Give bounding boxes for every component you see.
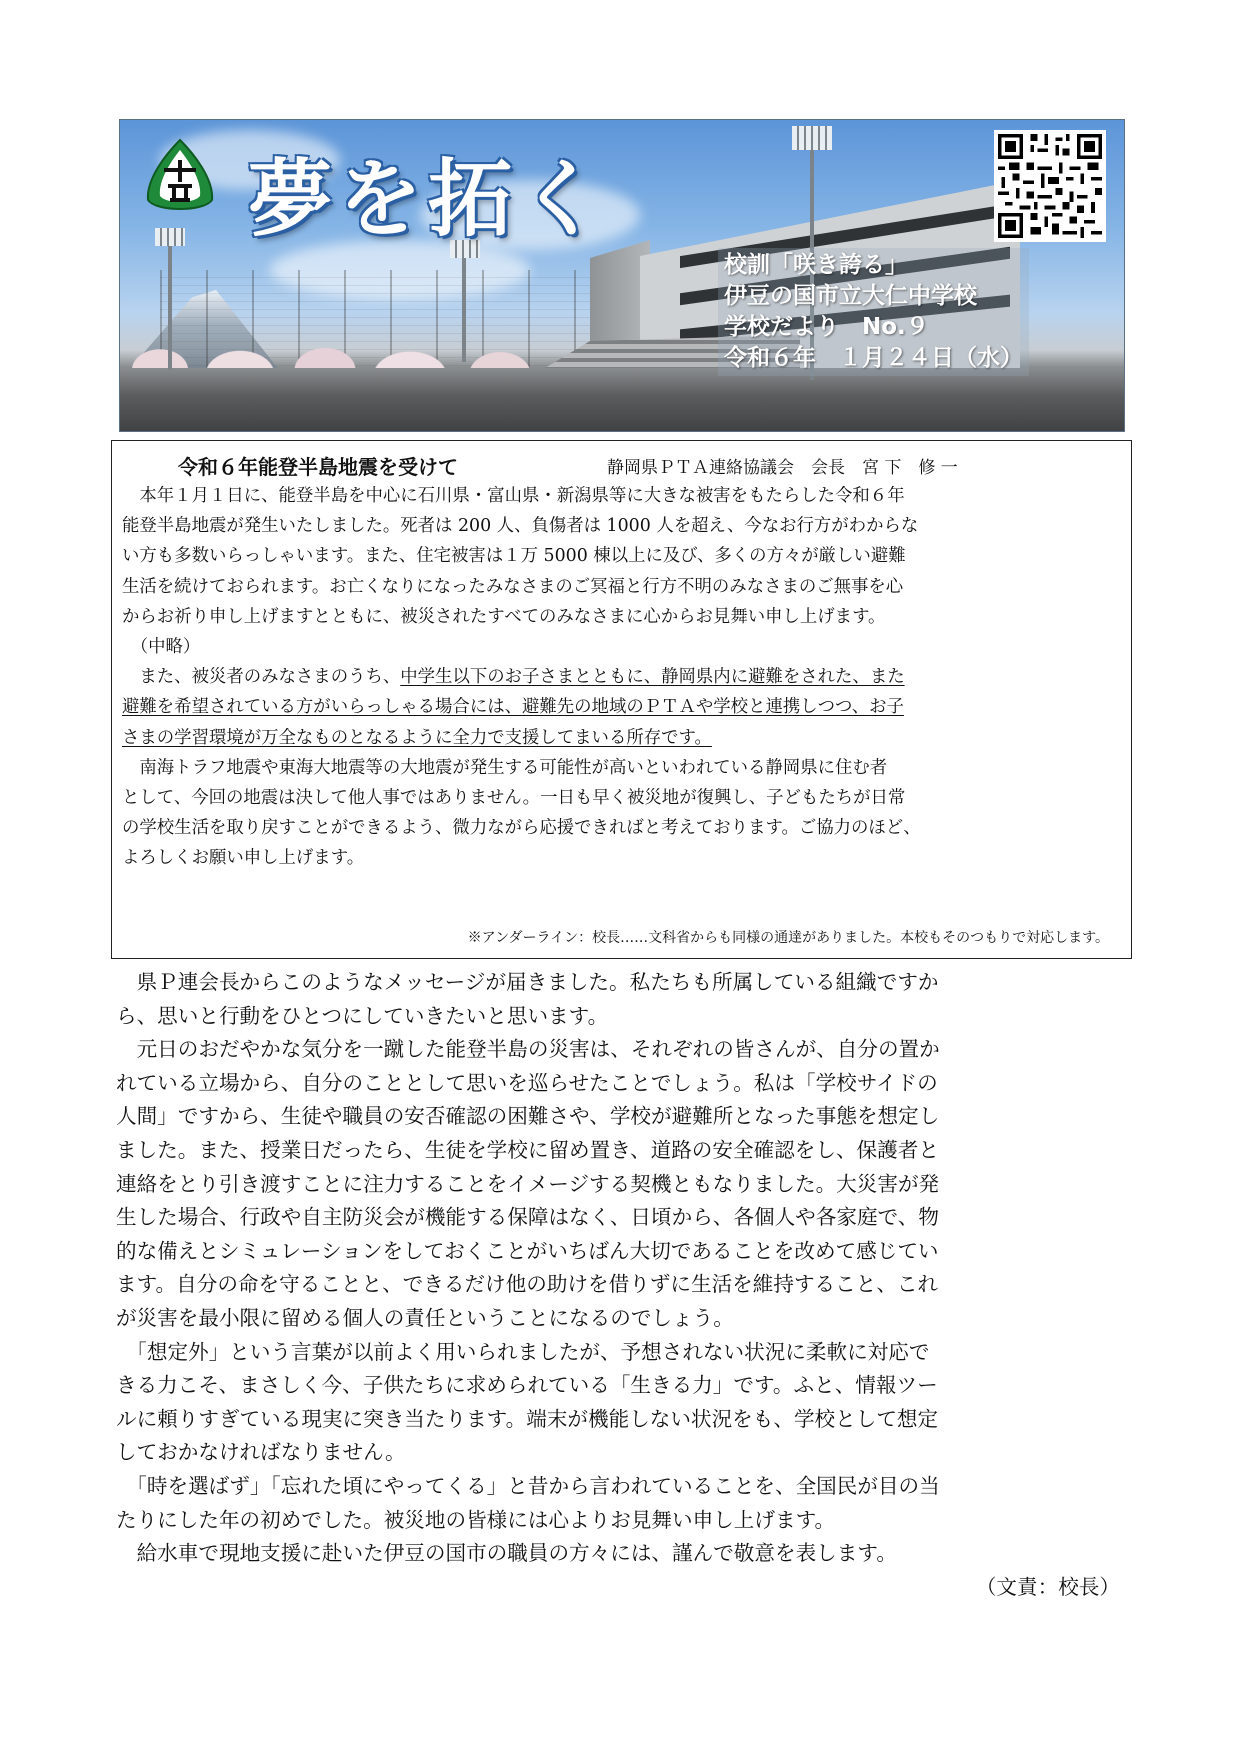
article-line: れている立場から、自分のこととして思いを巡らせたことでしょう。私は「学校サイドの [116, 1070, 938, 1095]
article-line: が災害を最小限に留める個人の責任ということになるのでしょう。 [116, 1305, 734, 1330]
message-text: また、被災者のみなさまのうち、 [122, 667, 401, 688]
school-emblem-icon [144, 138, 216, 214]
article-line: きる力こそ、まさしく今、子供たちに求められている「生きる力」です。ふと、情報ツー [116, 1373, 938, 1398]
message-line [122, 813, 1122, 843]
pta-message-box [111, 440, 1132, 959]
message-text: 生活を続けておられます。お亡くなりになったみなさまのご冥福と行方不明のみなさまのご無事を心 [122, 576, 904, 597]
newsletter-title: 夢を拓く [248, 150, 609, 248]
article-line: 県Ｐ連会長からこのようなメッセージが届きました。私たちも所属している組織ですか [116, 970, 939, 994]
message-line [122, 843, 1122, 873]
message-line [122, 662, 1122, 692]
article-line: 「想定外」という言葉が以前よく用いられましたが、予想されない状況に柔軟に対応で [116, 1339, 930, 1364]
article-line: ら、思いと行動をひとつにしていきたいと思います。 [116, 1003, 609, 1028]
article-line: 的な備えとシミュレーションをしておくことがいちばん大切であることを改めて感じてい [116, 1238, 939, 1263]
message-text: 本年１月１日に、能登半島を中心に石川県・富山県・新潟県等に大きな被害をもたらした令和６年 [122, 486, 905, 506]
message-line [122, 692, 1122, 722]
message-line [122, 481, 1122, 511]
school-info-block [718, 248, 1029, 376]
message-line [122, 511, 1122, 541]
floodlight [155, 228, 185, 246]
message-text: 南海トラフ地震や東海大地震等の大地震が発生する可能性が高いといわれている静岡県に住む者 [122, 757, 888, 778]
school-name: 伊豆の国市立大仁中学校 [724, 283, 977, 309]
article-line: 人間」ですから、生徒や職員の安否確認の困難さや、学校が避難所となった事態を想定し [116, 1104, 940, 1129]
message-line [122, 541, 1122, 571]
school-motto: 校訓「咲き誇る」 [724, 252, 908, 278]
schoolyard-ground [120, 368, 1124, 432]
issue-date: 令和６年 １月２４日（水） [724, 345, 1023, 371]
message-text: の学校生活を取り戻すことができるよう、微力ながら応援できればと考えております。ご協力のほど、 [122, 818, 921, 839]
message-text: い方も多数いらっしゃいます。また、住宅被害は１万 5000 棟以上に及び、多くの方々が厳しい避難 [122, 546, 906, 567]
article-line: しておかなければなりません。 [116, 1440, 406, 1465]
message-text: として、今回の地震は決して他人事ではありません。一日も早く被災地が復興し、子どもたちが日常 [122, 788, 906, 809]
message-line [122, 783, 1122, 813]
article-line: 給水車で現地支援に赴いた伊豆の国市の職員の方々には、謹んで敬意を表します。 [116, 1541, 897, 1566]
message-line [122, 753, 1122, 783]
message-title: 令和６年能登半島地震を受けて [178, 455, 458, 479]
article-line: 元日のおだやかな気分を一蹴した能登半島の災害は、それぞれの皆さんが、自分の置か [116, 1037, 940, 1062]
message-note: ※アンダーライン：校長……文科省からも同様の通達がありました。本校もそのつもりで対応します。 [467, 930, 1109, 946]
message-author: 静岡県ＰＴＡ連絡協議会 会長 宮 下 修 一 [607, 458, 958, 478]
message-text: 能登半島地震が発生いたしました。死者は 200 人、負傷者は 1000 人を超え、今なお行方がわからな [122, 516, 919, 537]
underlined-text: 避難を希望されている方がいらっしゃる場合には、避難先の地域のＰＴＡや学校と連携しつつ、お子 [122, 697, 904, 718]
floodlight [792, 126, 832, 150]
article-line: 生した場合、行政や自主防災会が機能する保障はなく、日頃から、各個人や各家庭で、物 [116, 1205, 939, 1230]
message-line [122, 602, 1122, 632]
underlined-text: 中学生以下のお子さまとともに、静岡県内に避難をされた、また [400, 667, 905, 688]
article-line: たりにした年の初めでした。被災地の皆様には心よりお見舞い申し上げます。 [116, 1507, 836, 1532]
light-pole [462, 252, 466, 362]
article-line: 「時を選ばず」「忘れた頃にやってくる」と昔から言われていることを、全国民が目の当 [116, 1473, 940, 1498]
message-line [122, 572, 1122, 602]
issue-number: 学校だより No.９ [724, 314, 929, 340]
message-text: よろしくお願い申し上げます。 [122, 848, 365, 869]
message-line [122, 632, 1122, 662]
article-signature: （文責：校長） [975, 1574, 1120, 1599]
principal-article [116, 966, 1130, 1604]
message-text: からお祈り申し上げますとともに、被災されたすべてのみなさまに心からお見舞い申し上げます。 [122, 606, 886, 627]
qr-code-icon[interactable] [994, 130, 1106, 242]
article-line: ルに頼りすぎている現実に突き当たります。端末が機能しない状況をも、学校として想定 [116, 1406, 939, 1431]
message-line [122, 723, 1122, 753]
message-body [122, 481, 1122, 874]
article-line: 連絡をとり引き渡すことに注力することをイメージする契機ともなりました。大災害が発 [116, 1171, 940, 1196]
underlined-text: さまの学習環境が万全なものとなるように全力で支援してまいる所存です。 [122, 727, 712, 748]
article-line: ます。自分の命を守ることと、できるだけ他の助けを借りずに生活を維持すること、これ [116, 1272, 939, 1297]
message-text: （中略） [122, 637, 201, 658]
header-banner [119, 119, 1125, 432]
light-pole [168, 240, 172, 370]
article-line: ました。また、授業日だったら、生徒を学校に留め置き、道路の安全確認をし、保護者と [116, 1137, 939, 1162]
